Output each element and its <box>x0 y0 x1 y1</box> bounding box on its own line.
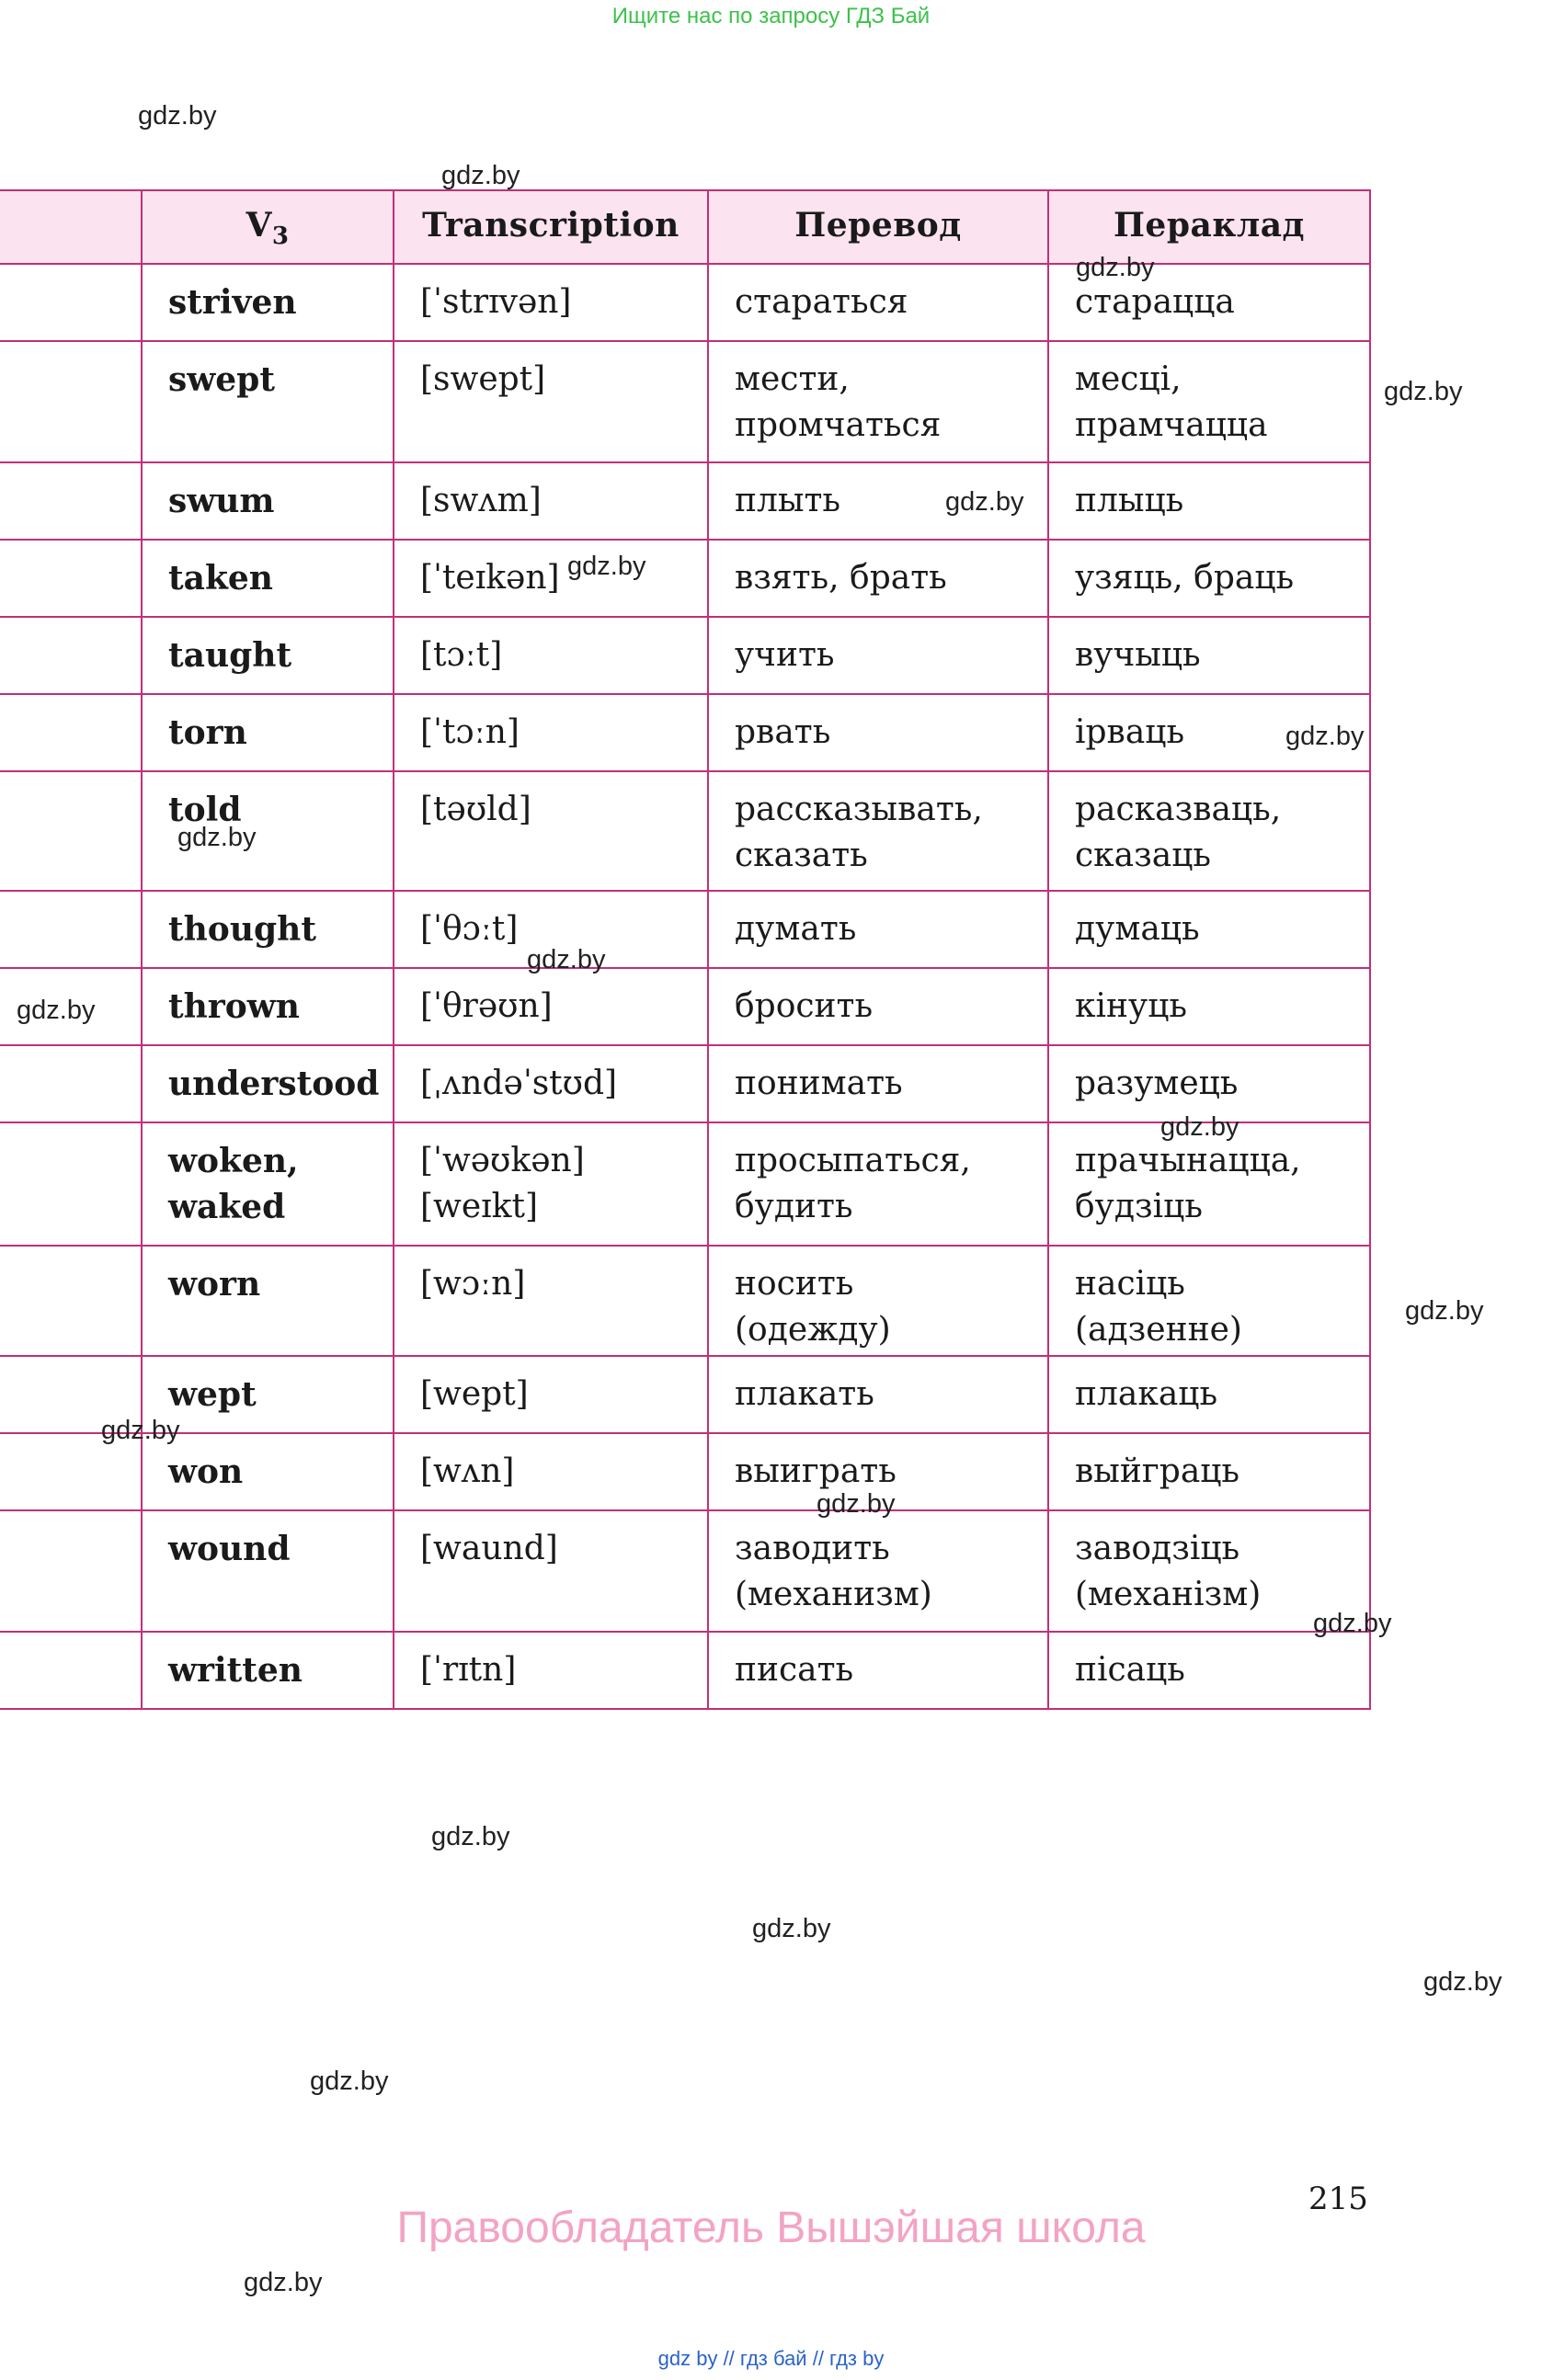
russian-translation-cell: просыпаться, будить <box>708 1122 1048 1246</box>
verb-table <box>0 189 1371 1710</box>
row-blank-cell <box>0 771 142 891</box>
transcription-cell: [swʌm] <box>394 462 708 540</box>
transcription-cell: [ˈstrɪvən] <box>394 264 708 341</box>
table-row <box>0 694 1370 771</box>
row-blank-cell <box>0 462 142 540</box>
row-blank-cell <box>0 1632 142 1709</box>
transcription-cell: [təʊld] <box>394 771 708 891</box>
belarusian-translation-cell: кінуць <box>1048 968 1370 1045</box>
watermark: gdz.by <box>1405 1296 1484 1326</box>
transcription-cell: [tɔːt] <box>394 617 708 694</box>
watermark: gdz.by <box>431 1822 510 1851</box>
table-row <box>0 462 1370 540</box>
russian-translation-cell: понимать <box>708 1045 1048 1122</box>
row-blank-cell <box>0 1122 142 1246</box>
verb-form-cell: woken, waked <box>142 1122 394 1246</box>
russian-translation-cell: рассказывать, сказать <box>708 771 1048 891</box>
russian-translation-cell: заводить (механизм) <box>708 1510 1048 1632</box>
transcription-cell: [wʌn] <box>394 1433 708 1510</box>
watermark: gdz.by <box>1384 377 1463 406</box>
header-row <box>0 190 1370 264</box>
russian-translation-cell: носить (одежду) <box>708 1246 1048 1356</box>
watermark: gdz.by <box>567 552 646 581</box>
row-blank-cell <box>0 1045 142 1122</box>
russian-translation-cell: рвать <box>708 694 1048 771</box>
transcription-cell: [ˈtɔːn] <box>394 694 708 771</box>
watermark: gdz.by <box>244 2268 323 2297</box>
table-row <box>0 891 1370 968</box>
belarusian-translation-cell: месці, прамчацца <box>1048 341 1370 462</box>
russian-translation-cell: стараться <box>708 264 1048 341</box>
belarusian-translation-cell: разумець <box>1048 1045 1370 1122</box>
belarusian-translation-cell: думаць <box>1048 891 1370 968</box>
verb-form-cell: striven <box>142 264 394 341</box>
table-row <box>0 341 1370 462</box>
transcription-cell: [wept] <box>394 1356 708 1433</box>
watermark: gdz.by <box>17 996 96 1025</box>
table-row <box>0 1356 1370 1433</box>
table-row <box>0 617 1370 694</box>
watermark: gdz.by <box>752 1914 831 1943</box>
verb-form-cell: swum <box>142 462 394 540</box>
table-row <box>0 1045 1370 1122</box>
watermark: gdz.by <box>1160 1112 1239 1142</box>
row-blank-cell <box>0 540 142 617</box>
header-v3 <box>142 190 394 264</box>
copyright-notice: Правообладатель Вышэйшая школа <box>396 2203 1146 2252</box>
watermark: gdz.by <box>101 1416 180 1445</box>
transcription-cell: [ˈθrəʊn] <box>394 968 708 1045</box>
transcription-cell: [ˈθɔːt] <box>394 891 708 968</box>
verb-form-cell: told <box>142 771 394 891</box>
table-row <box>0 540 1370 617</box>
russian-translation-cell: плакать <box>708 1356 1048 1433</box>
row-blank-cell <box>0 617 142 694</box>
verb-form-cell: torn <box>142 694 394 771</box>
russian-translation-cell: учить <box>708 617 1048 694</box>
watermark: gdz.by <box>817 1489 896 1519</box>
header-peraklad: Пераклад <box>1048 190 1370 264</box>
transcription-cell: [ˈrɪtn] <box>394 1632 708 1709</box>
russian-translation-cell: думать <box>708 891 1048 968</box>
watermark: gdz.by <box>441 161 520 190</box>
watermark: gdz.by <box>1313 1609 1392 1638</box>
table-row <box>0 968 1370 1045</box>
russian-translation-cell: плыть <box>708 462 1048 540</box>
row-blank-cell <box>0 341 142 462</box>
row-blank-cell <box>0 694 142 771</box>
verb-form-cell: won <box>142 1433 394 1510</box>
watermark: gdz.by <box>177 823 257 852</box>
header-blank <box>0 190 142 264</box>
footer-links[interactable]: gdz by // гдз бай // гдз by <box>657 2347 885 2370</box>
row-blank-cell <box>0 264 142 341</box>
watermark: gdz.by <box>527 945 606 974</box>
belarusian-translation-cell: прачынацца, будзіць <box>1048 1122 1370 1246</box>
row-blank-cell <box>0 1510 142 1632</box>
belarusian-translation-cell: насіць (адзенне) <box>1048 1246 1370 1356</box>
belarusian-translation-cell: расказваць, сказаць <box>1048 771 1370 891</box>
table-row <box>0 1632 1370 1709</box>
watermark: gdz.by <box>1285 722 1365 751</box>
page-number: 215 <box>1308 2181 1368 2217</box>
belarusian-translation-cell: старацца <box>1048 264 1370 341</box>
verb-form-cell: taught <box>142 617 394 694</box>
belarusian-translation-cell: вучыць <box>1048 617 1370 694</box>
watermark: gdz.by <box>1423 1967 1502 1997</box>
watermark: gdz.by <box>138 101 217 131</box>
russian-translation-cell: бросить <box>708 968 1048 1045</box>
row-blank-cell <box>0 891 142 968</box>
belarusian-translation-cell: ірваць <box>1048 694 1370 771</box>
belarusian-translation-cell: узяць, браць <box>1048 540 1370 617</box>
verb-form-cell: thrown <box>142 968 394 1045</box>
table-row <box>0 1246 1370 1356</box>
table-row <box>0 1433 1370 1510</box>
transcription-cell: [ˈteɪkən] <box>394 540 708 617</box>
russian-translation-cell: взять, брать <box>708 540 1048 617</box>
verb-form-cell: swept <box>142 341 394 462</box>
header-perevod: Перевод <box>708 190 1048 264</box>
russian-translation-cell: выиграть <box>708 1433 1048 1510</box>
header-v3-base: V <box>246 206 272 245</box>
verb-form-cell: taken <box>142 540 394 617</box>
top-banner: Ищите нас по запросу ГДЗ Бай <box>611 4 931 28</box>
watermark: gdz.by <box>1076 253 1155 282</box>
belarusian-translation-cell: выйграць <box>1048 1433 1370 1510</box>
verb-form-cell: worn <box>142 1246 394 1356</box>
row-blank-cell <box>0 1246 142 1356</box>
russian-translation-cell: мести, промчаться <box>708 341 1048 462</box>
transcription-cell: [ˈwəʊkən] [weɪkt] <box>394 1122 708 1246</box>
transcription-cell: [swept] <box>394 341 708 462</box>
verb-form-cell: written <box>142 1632 394 1709</box>
belarusian-translation-cell: плыць <box>1048 462 1370 540</box>
transcription-cell: [waund] <box>394 1510 708 1632</box>
verb-form-cell: understood <box>142 1045 394 1122</box>
transcription-cell: [ˌʌndəˈstʊd] <box>394 1045 708 1122</box>
table-row <box>0 1510 1370 1632</box>
table-row <box>0 264 1370 341</box>
header-transcription: Transcription <box>394 190 708 264</box>
verb-form-cell: wept <box>142 1356 394 1433</box>
header-v3-sub: 3 <box>271 222 290 251</box>
transcription-cell: [wɔːn] <box>394 1246 708 1356</box>
belarusian-translation-cell: заводзіць (механізм) <box>1048 1510 1370 1632</box>
watermark: gdz.by <box>310 2067 389 2096</box>
russian-translation-cell: писать <box>708 1632 1048 1709</box>
verb-form-cell: wound <box>142 1510 394 1632</box>
watermark: gdz.by <box>945 487 1024 517</box>
belarusian-translation-cell: плакаць <box>1048 1356 1370 1433</box>
verb-form-cell: thought <box>142 891 394 968</box>
belarusian-translation-cell: пісаць <box>1048 1632 1370 1709</box>
